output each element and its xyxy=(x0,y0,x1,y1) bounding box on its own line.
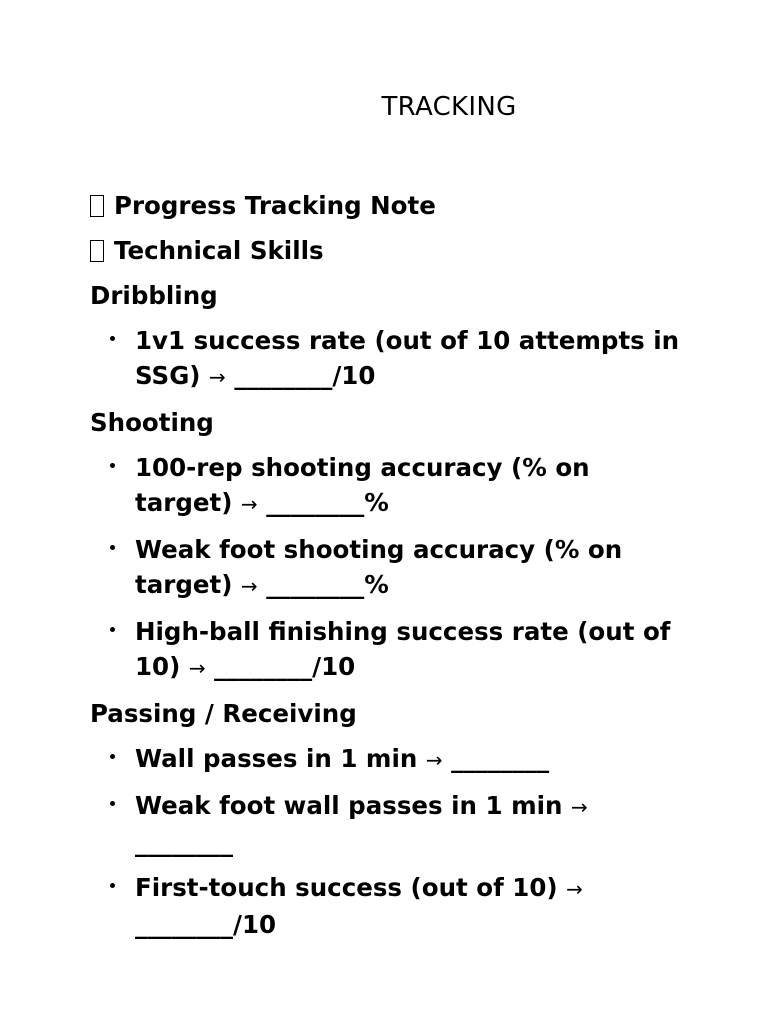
list-item xyxy=(90,323,680,395)
arrow-icon: → xyxy=(425,748,443,772)
arrow-icon: → xyxy=(188,656,206,680)
list-item xyxy=(90,741,680,778)
arrow-icon: → xyxy=(209,365,226,389)
document-body xyxy=(90,188,680,952)
blank-field: ________/10 xyxy=(135,910,277,939)
section-title-passing-receiving: Passing / Receiving xyxy=(90,699,357,728)
heading-technical-skills xyxy=(90,233,680,268)
list-item xyxy=(90,614,680,686)
item-text: 100-rep shooting accuracy (% on target) xyxy=(135,453,590,517)
blank-field: ________/10 xyxy=(214,652,356,681)
section-title-dribbling: Dribbling xyxy=(90,281,218,310)
blank-field: ________% xyxy=(266,570,389,599)
list-item xyxy=(90,788,680,860)
section-title-shooting: Shooting xyxy=(90,408,214,437)
blank-field: ________/10 xyxy=(234,361,376,390)
missing-glyph-icon xyxy=(90,240,104,262)
blank-field: ________% xyxy=(266,488,389,517)
blank-field: ________ xyxy=(135,828,233,857)
arrow-icon: → xyxy=(240,574,258,598)
item-text: First-touch success (out of 10) xyxy=(135,873,558,902)
item-text: Wall passes in 1 min xyxy=(135,744,418,773)
shooting-list xyxy=(90,450,680,686)
arrow-icon: → xyxy=(240,492,258,516)
heading-label: Progress Tracking Note xyxy=(114,191,436,220)
bullet-icon xyxy=(110,801,115,806)
heading-progress-tracking-note xyxy=(90,188,680,223)
arrow-icon: → xyxy=(566,877,583,901)
heading-label: Technical Skills xyxy=(114,236,324,265)
passing-receiving-list xyxy=(90,741,680,942)
bullet-icon xyxy=(110,627,115,632)
bullet-icon xyxy=(110,336,115,341)
list-item xyxy=(90,870,680,942)
item-text: 1v1 success rate (out of 10 attempts in SSG) xyxy=(135,326,680,390)
blank-field: ________ xyxy=(451,744,550,773)
dribbling-list xyxy=(90,323,680,395)
bullet-icon xyxy=(110,883,115,888)
item-text: High-ball finishing success rate (out of 10) xyxy=(135,617,671,681)
missing-glyph-icon xyxy=(90,195,104,217)
page-title: TRACKING xyxy=(381,92,517,122)
bullet-icon xyxy=(110,754,115,759)
list-item xyxy=(90,532,680,604)
arrow-icon: → xyxy=(571,795,588,819)
bullet-icon xyxy=(110,463,115,468)
item-text: Weak foot shooting accuracy (% on target) xyxy=(135,535,623,599)
list-item xyxy=(90,450,680,522)
bullet-icon xyxy=(110,545,115,550)
item-text: Weak foot wall passes in 1 min xyxy=(135,791,563,820)
